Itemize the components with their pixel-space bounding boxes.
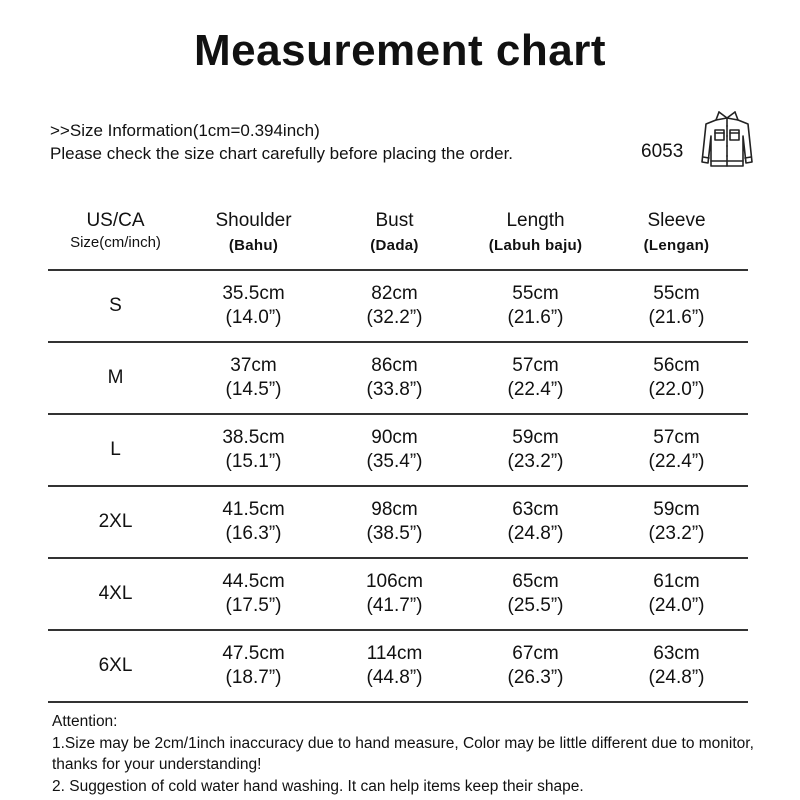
length-cell xyxy=(465,631,606,701)
value-inch: (16.3”) xyxy=(225,523,282,544)
value-inch: (24.8”) xyxy=(507,523,564,544)
shoulder-cell xyxy=(183,343,324,413)
sleeve-cell xyxy=(606,631,747,701)
header-label: Bust xyxy=(375,210,414,231)
header-label: Sleeve xyxy=(647,210,706,231)
header-sublabel: (Bahu) xyxy=(228,237,279,254)
shoulder-cell xyxy=(183,415,324,485)
value-inch: (15.1”) xyxy=(225,451,282,472)
attention-note-2: 2. Suggestion of cold water hand washing. It can help items keep their shape. xyxy=(52,777,584,795)
value-inch: (25.5”) xyxy=(507,595,564,616)
length-cell xyxy=(465,559,606,629)
bust-cell xyxy=(324,343,465,413)
sleeve-cell xyxy=(606,415,747,485)
header-sublabel: (Lengan) xyxy=(643,237,710,254)
length-cell xyxy=(465,343,606,413)
value-cm: 57cm xyxy=(653,427,700,448)
jacket-icon xyxy=(694,106,760,172)
value-cm: 55cm xyxy=(512,283,559,304)
table-row xyxy=(48,415,748,487)
value-cm: 59cm xyxy=(653,499,700,520)
bust-cell xyxy=(324,271,465,341)
table-header xyxy=(48,195,748,271)
bust-cell xyxy=(324,631,465,701)
product-code: 6053 xyxy=(641,141,684,162)
value-cm: 38.5cm xyxy=(222,427,285,448)
length-cell xyxy=(465,271,606,341)
attention-heading: Attention: xyxy=(52,713,118,730)
shoulder-cell xyxy=(183,559,324,629)
value-cm: 44.5cm xyxy=(222,571,285,592)
shoulder-cell xyxy=(183,487,324,557)
value-inch: (17.5”) xyxy=(225,595,282,616)
bust-cell xyxy=(324,415,465,485)
header-size xyxy=(48,195,183,269)
value-cm: 114cm xyxy=(366,643,423,664)
length-cell xyxy=(465,415,606,485)
size-cell: 4XL xyxy=(98,583,133,604)
value-cm: 82cm xyxy=(371,283,418,304)
value-inch: (32.2”) xyxy=(366,307,423,328)
value-cm: 63cm xyxy=(653,643,700,664)
table-row xyxy=(48,559,748,631)
bust-cell xyxy=(324,559,465,629)
measurement-table xyxy=(48,195,748,703)
size-cell: M xyxy=(107,367,124,388)
table-row xyxy=(48,487,748,559)
length-cell xyxy=(465,487,606,557)
value-inch: (33.8”) xyxy=(366,379,423,400)
header-label: Shoulder xyxy=(215,210,292,231)
value-inch: (44.8”) xyxy=(366,667,423,688)
table-row xyxy=(48,343,748,415)
value-cm: 59cm xyxy=(512,427,559,448)
size-info xyxy=(50,119,513,165)
value-cm: 65cm xyxy=(512,571,559,592)
header-shoulder xyxy=(183,195,324,269)
value-inch: (14.0”) xyxy=(225,307,282,328)
value-inch: (14.5”) xyxy=(225,379,282,400)
value-cm: 90cm xyxy=(371,427,418,448)
bust-cell xyxy=(324,487,465,557)
attention-note-1: 1.Size may be 2cm/1inch inaccuracy due to hand measure, Color may be little different due to monitor, thanks for your understanding! xyxy=(52,734,754,773)
sleeve-cell xyxy=(606,343,747,413)
header-label: Length xyxy=(506,210,565,231)
value-inch: (21.6”) xyxy=(648,307,705,328)
shoulder-cell xyxy=(183,631,324,701)
value-inch: (41.7”) xyxy=(366,595,423,616)
table-row xyxy=(48,271,748,343)
size-info-line: >>Size Information(1cm=0.394inch) xyxy=(50,121,320,140)
value-cm: 57cm xyxy=(512,355,559,376)
header-size-label: US/CA xyxy=(86,210,145,231)
value-inch: (21.6”) xyxy=(507,307,564,328)
header-size-unit: Size(cm/inch) xyxy=(70,234,161,251)
header-sublabel: (Labuh baju) xyxy=(488,237,583,254)
value-cm: 35.5cm xyxy=(222,283,285,304)
value-cm: 63cm xyxy=(512,499,559,520)
shoulder-cell xyxy=(183,271,324,341)
sleeve-cell xyxy=(606,559,747,629)
value-inch: (24.0”) xyxy=(648,595,705,616)
value-inch: (35.4”) xyxy=(366,451,423,472)
header-sublabel: (Dada) xyxy=(370,237,419,254)
header-length xyxy=(465,195,606,269)
value-cm: 67cm xyxy=(512,643,559,664)
value-inch: (26.3”) xyxy=(507,667,564,688)
table-row xyxy=(48,631,748,703)
header-sleeve xyxy=(606,195,747,269)
value-inch: (22.4”) xyxy=(648,451,705,472)
value-cm: 56cm xyxy=(653,355,700,376)
value-cm: 55cm xyxy=(653,283,700,304)
size-cell: 6XL xyxy=(98,655,133,676)
sleeve-cell xyxy=(606,487,747,557)
value-inch: (38.5”) xyxy=(366,523,423,544)
page-title: Measurement chart xyxy=(194,26,606,75)
value-inch: (23.2”) xyxy=(648,523,705,544)
value-cm: 47.5cm xyxy=(222,643,285,664)
value-inch: (23.2”) xyxy=(507,451,564,472)
value-cm: 41.5cm xyxy=(222,499,285,520)
value-cm: 106cm xyxy=(365,571,424,592)
sleeve-cell xyxy=(606,271,747,341)
value-inch: (24.8”) xyxy=(648,667,705,688)
size-cell: L xyxy=(110,439,121,460)
size-cell: S xyxy=(109,295,122,316)
value-inch: (18.7”) xyxy=(225,667,282,688)
size-cell: 2XL xyxy=(98,511,133,532)
value-cm: 37cm xyxy=(230,355,277,376)
value-cm: 61cm xyxy=(653,571,700,592)
value-inch: (22.4”) xyxy=(507,379,564,400)
value-cm: 98cm xyxy=(371,499,418,520)
value-inch: (22.0”) xyxy=(648,379,705,400)
attention-notes xyxy=(52,711,762,797)
size-check-note: Please check the size chart carefully before placing the order. xyxy=(50,144,514,163)
header-bust xyxy=(324,195,465,269)
value-cm: 86cm xyxy=(371,355,418,376)
